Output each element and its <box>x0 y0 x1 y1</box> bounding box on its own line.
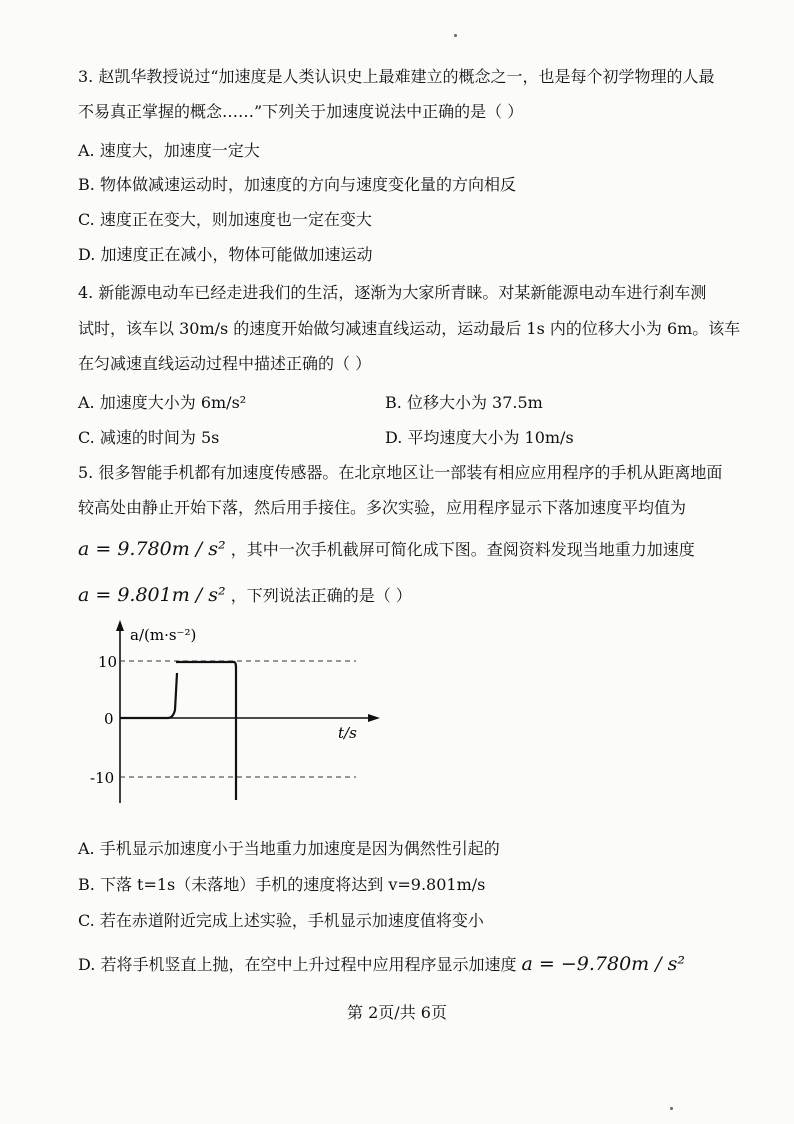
q4-option-a <box>78 392 246 414</box>
option-text: 平均速度大小为 10m/s <box>407 428 574 447</box>
acceleration-time-graph <box>76 618 386 808</box>
option-label: A. <box>78 393 95 412</box>
option-text: 手机显示加速度小于当地重力加速度是因为偶然性引起的 <box>99 839 500 858</box>
q4-stem-line1 <box>78 282 706 304</box>
option-math: a = −9.780m / s² <box>521 953 686 975</box>
scan-speck <box>454 34 457 37</box>
x-axis-label: t/s <box>338 724 357 742</box>
option-text: 速度正在变大，则加速度也一定在变大 <box>99 210 372 229</box>
q3-option-b <box>78 174 516 196</box>
q5-option-d <box>78 953 685 976</box>
option-label: B. <box>78 875 95 894</box>
q5-stem-text3: ，其中一次手机截屏可简化成下图。查阅资料发现当地重力加速度 <box>230 540 695 559</box>
option-label: B. <box>78 175 95 194</box>
scan-speck <box>670 1107 673 1110</box>
option-text: 速度大，加速度一定大 <box>99 141 260 160</box>
y-axis-arrow <box>116 620 124 631</box>
q5-option-a <box>78 838 500 860</box>
tick-label-10: 10 <box>98 653 118 671</box>
option-text: 加速度正在减小，物体可能做加速运动 <box>100 245 373 264</box>
q5-stem-line1 <box>78 462 722 484</box>
option-text: 若在赤道附近完成上述实验，手机显示加速度值将变小 <box>99 911 484 930</box>
option-text: 加速度大小为 6m/s² <box>99 393 247 412</box>
option-text: 减速的时间为 5s <box>99 428 220 447</box>
q3-stem-line2: 不易真正掌握的概念……”下列关于加速度说法中正确的是（ ） <box>78 102 524 121</box>
tick-label-neg10: -10 <box>90 769 115 787</box>
q4-stem-text1: 新能源电动车已经走进我们的生活，逐渐为大家所青睐。对某新能源电动车进行刹车测 <box>98 283 707 302</box>
option-text: 物体做减速运动时，加速度的方向与速度变化量的方向相反 <box>99 175 516 194</box>
q3-option-d <box>78 244 372 266</box>
option-text: 位移大小为 37.5m <box>406 393 543 412</box>
acceleration-curve <box>120 662 236 800</box>
page-footer: 第 2页/共 6页 <box>347 1003 447 1022</box>
q4-option-b <box>385 392 543 414</box>
option-label: A. <box>78 839 95 858</box>
q5-number: 5. <box>78 463 94 482</box>
q5-option-b <box>78 874 485 896</box>
option-label: D. <box>78 955 96 974</box>
q3-stem-line1 <box>78 66 715 88</box>
q3-stem-text1: 赵凯华教授说过“加速度是人类认识史上最难建立的概念之一，也是每个初学物理的人最 <box>98 67 715 86</box>
q4-stem-line3: 在匀减速直线运动过程中描述正确的（ ） <box>78 354 372 373</box>
option-text: 若将手机竖直上抛，在空中上升过程中应用程序显示加速度 <box>100 955 517 974</box>
q3-option-c <box>78 209 372 231</box>
q5-stem-line4 <box>78 584 412 607</box>
q3-number: 3. <box>78 67 94 86</box>
q5-option-c <box>78 910 484 932</box>
q5-math-measured: a = 9.780m / s² <box>78 538 226 560</box>
option-text: 下落 t=1s（未落地）手机的速度将达到 v=9.801m/s <box>99 875 486 894</box>
q5-math-local-g: a = 9.801m / s² <box>78 584 226 606</box>
option-label: C. <box>78 428 95 447</box>
x-axis-arrow <box>368 714 380 722</box>
q4-option-d <box>385 427 574 449</box>
tick-label-0: 0 <box>104 710 114 728</box>
option-label: D. <box>385 428 403 447</box>
q4-stem-line2: 试时，该车以 30m/s 的速度开始做匀减速直线运动，运动最后 1s 内的位移大小为 6m。该车 <box>78 319 741 338</box>
y-axis-label: a/(m·s⁻²) <box>130 626 197 644</box>
q3-option-a <box>78 140 260 162</box>
q5-stem-line3 <box>78 538 695 561</box>
q4-option-c <box>78 427 219 449</box>
q5-stem-text4: ，下列说法正确的是（ ） <box>230 586 412 605</box>
option-label: B. <box>385 393 402 412</box>
option-label: C. <box>78 210 95 229</box>
option-label: C. <box>78 911 95 930</box>
q5-stem-text1: 很多智能手机都有加速度传感器。在北京地区让一部装有相应应用程序的手机从距离地面 <box>98 463 723 482</box>
option-label: A. <box>78 141 95 160</box>
option-label: D. <box>78 245 96 264</box>
q5-stem-line2: 较高处由静止开始下落，然后用手接住。多次实验，应用程序显示下落加速度平均值为 <box>78 498 687 517</box>
q4-number: 4. <box>78 283 94 302</box>
